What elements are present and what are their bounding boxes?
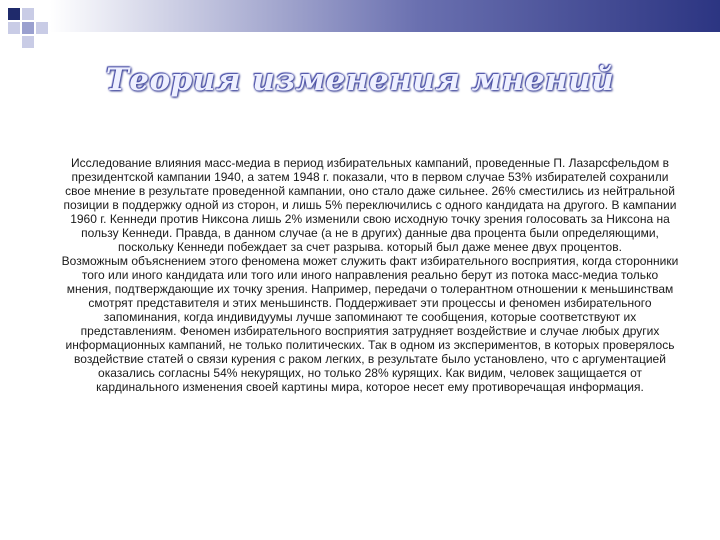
decor-square: [22, 22, 34, 34]
decor-square: [8, 8, 20, 20]
decor-square: [22, 8, 34, 20]
paragraph-lazarsfeld-study: Исследование влияния масс-медиа в период избирательных кампаний, проведенные П. Лазарсфельдом в президентской кампании 1940, а затем 1948 г. показали, что в первом случае 53% избирателей сохранили свое мнение в результате проведенной кампании, оно стало даже сильнее. 26% сместились из нейтральной позиции в поддержку одной из сторон, и лишь 5% переключились с одного кандидата на другого. В кампании 1960 г. Кеннеди против Никсона лишь 2% изменили свою исходную точку зрения голосовать за Никсона на пользу Кеннеди. Правда, в данном случае (а не в других) данные два процента были определяющими, поскольку Кеннеди побеждает за счет разрыва. который был даже менее двух процентов.: [63, 156, 677, 254]
paragraph-selective-perception: Возможным объяснением этого феномена может служить факт избирательного восприятия, когда сторонники того или иного кандидата или того или иного направления реально берут из потока масс-медиа только мнения, подтверждающие их точку зрения. Например, передачи о толерантном отношении к меньшинствам смотрят представителя и этих меньшинств. Поддерживает эти процессы и феномен избирательного запоминания, когда индивидуумы лучше запоминают те сообщения, которые соответствуют их представлениям. Феномен избирательного восприятия затрудняет воздействие и случае любых других информационных кампаний, не только политических. Так в одном из экспериментов, в которых проверялось воздействие статей о связи курения с раком легких, в результате было установлено, что с аргументацией оказались согласны 54% некурящих, но только 28% курящих. Как видим, человек защищается от кардинального изменения своей картины мира, которое несет ему противоречащая информация.: [61, 254, 679, 394]
slide-body: [60, 156, 680, 394]
header-gradient-band: [50, 0, 720, 32]
decor-square: [22, 36, 34, 48]
decor-square: [36, 22, 48, 34]
slide-title: Теория изменения мнений: [105, 62, 615, 98]
decor-square: [8, 22, 20, 34]
